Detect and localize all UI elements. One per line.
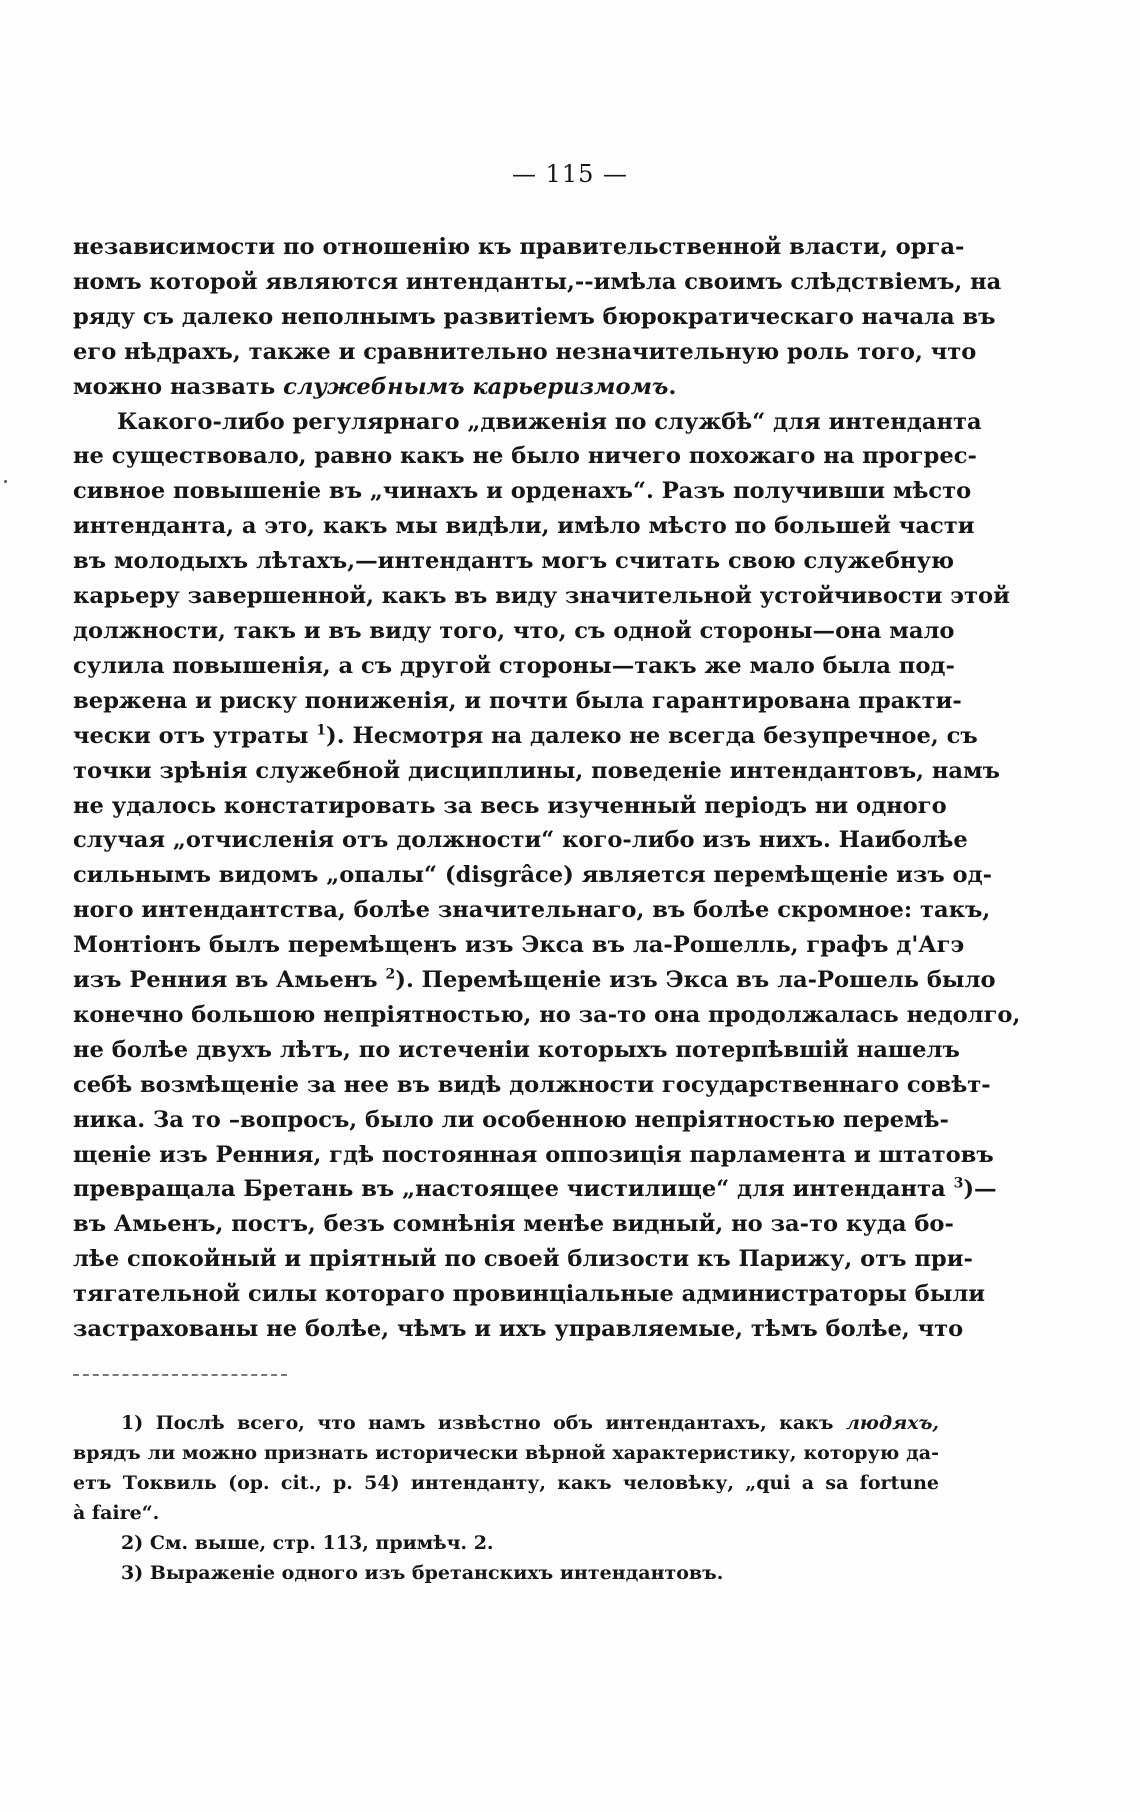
text-line [73,370,939,405]
main-text [73,230,1021,1347]
text-line: не существовало, равно какъ не было ничего похожаго на прогрес- [73,443,977,470]
footnote-1 [73,1408,939,1438]
text-line: въ молодыхъ лѣтахъ,—интендантъ могъ считать свою служебную [73,548,955,575]
footnote-line: à faire“. [73,1502,160,1524]
text-line: не болѣе двухъ лѣтъ, по истеченіи которыхъ потерпѣвшій нашелъ [73,1036,960,1063]
text-line: не удалось констатировать за весь изученный періодъ ни одного [73,792,947,819]
text-line: карьеру завершенной, какъ въ виду значительной устойчивости этой [73,583,1010,610]
paragraph-first-line: Какого-либо регулярнаго „движенія по службѣ“ для интенданта [117,408,982,435]
text-line: его нѣдрахъ, также и сравнительно незначительную роль того, что [73,338,977,365]
footnote-text: Послѣ всего, что намъ извѣстно объ интендантахъ, какъ [155,1412,846,1434]
text-line: конечно большою непріятностью, но за-то она продолжалась недолго, [73,1001,1021,1028]
text-line: сивное повышеніе въ „чинахъ и орденахъ“. Разъ получивши мѣсто [73,478,972,505]
text-line: случая „отчисленія отъ должности“ кого-либо изъ нихъ. Наиболѣе [73,827,968,854]
text-line: сильнымъ видомъ „опалы“ (disgrâce) является перемѣщеніе изъ од- [73,862,993,889]
text-segment: изъ Ренния въ Амьенъ [73,967,386,994]
footnote-mark: 2) [121,1532,144,1554]
footnote-ref-2: 2 [385,966,396,983]
text-line: Монтіонъ былъ перемѣщенъ изъ Экса въ ла-Рошелль, графъ д'Агэ [73,932,965,959]
text-line: щеніе изъ Ренния, гдѣ постоянная оппозиція парламента и штатовъ [73,1141,994,1168]
text-line: лѣе спокойный и пріятный по своей близости къ Парижу, отъ при- [73,1246,973,1273]
text-segment: превращала Бретань въ „настоящее чистилище“ для интенданта [73,1176,954,1203]
text-line: вержена и риску пониженія, и почти была гарантирована практи- [73,687,962,714]
text-line: себѣ возмѣщеніе за нее въ видѣ должности государственнаго совѣт- [73,1071,991,1098]
footnote-italic: людяхъ, [845,1412,939,1434]
footnote-mark: 1) [121,1412,144,1434]
text-line [73,963,996,998]
text-line: сулила повышенія, а съ другой стороны—такъ же мало была под- [73,652,955,679]
footnote-ref-3: 3 [953,1175,964,1192]
footnote-mark: 3) [121,1562,144,1584]
text-line: точки зрѣнія служебной дисциплины, поведеніе интендантовъ, намъ [73,757,1001,784]
text-line: тягательной силы котораго провинціальные администраторы были [73,1281,986,1308]
text-line: въ Амьенъ, постъ, безъ сомнѣнія менѣе видный, но за-то куда бо- [73,1211,954,1238]
text-line: интенданта, а это, какъ мы видѣли, имѣло мѣсто по большей части [73,513,975,540]
scan-speck [4,480,7,483]
text-segment: )— [963,1176,997,1203]
text-line: ника. За то –вопросъ, было ли особенною непріятностью перемѣ- [73,1106,949,1133]
footnote-separator [73,1374,287,1376]
footnote-line: врядъ ли можно признать исторически вѣрной характеристику, которую да- [73,1442,939,1464]
text-line: ного интендантства, болѣе значительнаго, въ болѣе скромное: такъ, [73,897,991,924]
footnote-text: См. выше, стр. 113, примѣч. 2. [149,1532,494,1554]
footnotes [73,1408,939,1588]
italic-term: служебнымъ карьеризмомъ [283,373,669,400]
text-line: застрахованы не болѣе, чѣмъ и ихъ управляемые, тѣмъ болѣе, что [73,1316,964,1343]
footnote-2 [73,1528,939,1558]
text-segment: ). Несмотря на далеко не всегда безупречное, съ [326,722,978,749]
text-line: номъ которой являются интенданты,--имѣла своимъ слѣдствіемъ, на [73,268,1002,295]
text-segment: ). Перемѣщеніе изъ Экса въ ла-Рошель было [395,967,996,994]
text-line: должности, такъ и въ виду того, что, съ одной стороны—она мало [73,617,955,644]
footnote-line: етъ Токвиль (op. cit., p. 54) интенданту, какъ человѣку, „qui a sa fortune [73,1472,939,1494]
text-segment: чески отъ утраты [73,722,317,749]
footnote-ref-1: 1 [316,722,327,739]
footnote-text: Выраженіе одного изъ бретанскихъ интендантовъ. [149,1562,724,1584]
text-line [73,719,978,754]
text-line: независимости по отношенію къ правительственной власти, орга- [73,234,965,260]
text-line [73,1172,997,1207]
page-number: — 115 — [511,160,629,188]
text-segment: . [668,373,677,400]
text-segment: можно назвать [73,373,284,400]
text-line: ряду съ далеко неполнымъ развитіемъ бюрократическаго начала въ [73,303,996,330]
footnote-3 [73,1558,939,1588]
